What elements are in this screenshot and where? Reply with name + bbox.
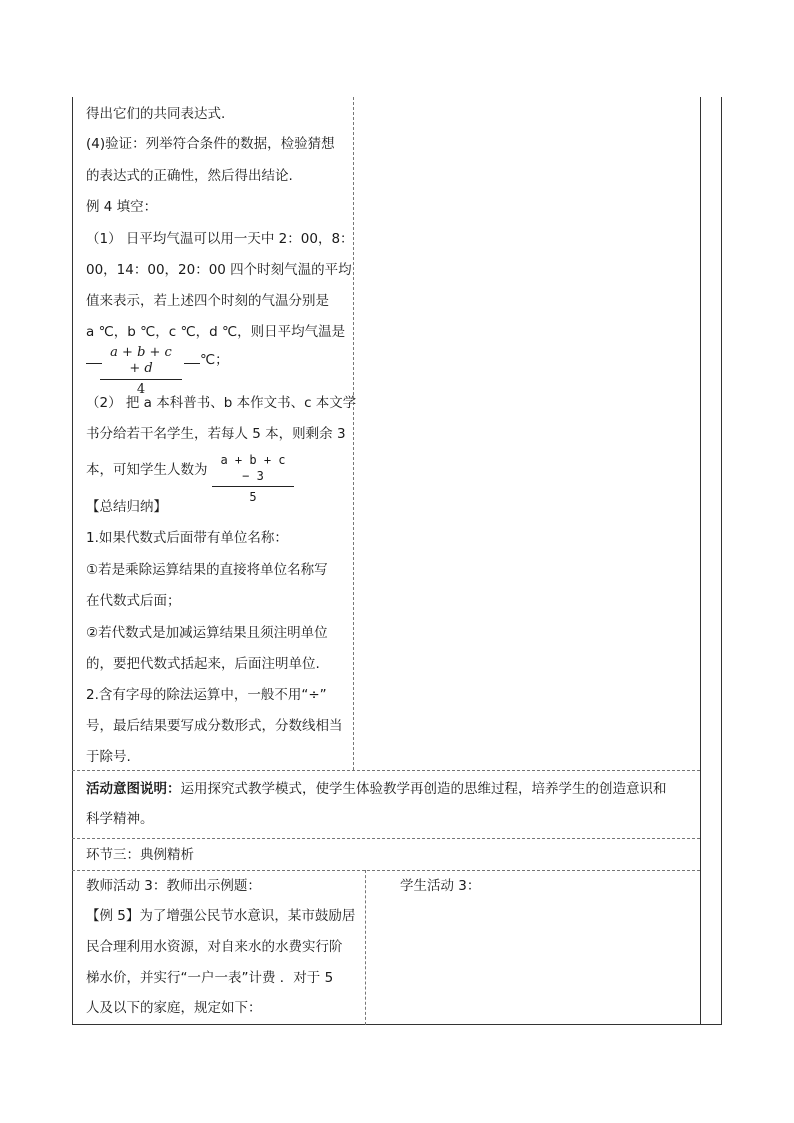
fraction-denominator: 5 bbox=[249, 490, 257, 504]
student-activity-label: 学生活动 3： bbox=[400, 878, 481, 894]
text-line: 得出它们的共同表达式. bbox=[86, 106, 226, 122]
text-line: 1.如果代数式后面带有单位名称： bbox=[86, 530, 288, 546]
text-line: 【例 5】为了增强公民节水意识，某市鼓励居 bbox=[86, 908, 356, 924]
row-divider-intent bbox=[72, 770, 700, 771]
text-line: 于除号. bbox=[86, 749, 131, 765]
fraction-answer-2 bbox=[212, 452, 294, 505]
column-divider-top bbox=[353, 97, 354, 770]
text-line: 民合理利用水资源，对自来水的水费实行阶 bbox=[86, 939, 343, 955]
fraction-numerator: a + b + c + d bbox=[110, 345, 172, 376]
fraction-bar bbox=[100, 379, 182, 380]
column-divider-bottom bbox=[365, 870, 366, 1025]
text-line: 人及以下的家庭，规定如下： bbox=[86, 1000, 262, 1016]
row-divider-stage3 bbox=[72, 838, 700, 839]
text-line: 在代数式后面； bbox=[86, 593, 181, 609]
intent-label: 活动意图说明： bbox=[86, 781, 181, 797]
text-line: （1） 日平均气温可以用一天中 2：00，8： bbox=[86, 231, 354, 247]
table-bottom-border bbox=[72, 1024, 722, 1025]
fraction-denominator: 4 bbox=[136, 382, 146, 397]
text-line: 值来表示，若上述四个时刻的气温分别是 bbox=[86, 293, 329, 309]
intent-line-2: 科学精神。 bbox=[86, 811, 154, 827]
intent-text: 运用探究式教学模式，使学生体验教学再创造的思维过程，培养学生的创造意识和 bbox=[180, 781, 667, 797]
teacher-activity-label: 教师活动 3：教师出示例题： bbox=[86, 878, 261, 894]
lesson-plan-table bbox=[72, 97, 722, 1025]
text-line: （2） 把 a 本科普书、b 本作文书、c 本文学 bbox=[86, 395, 357, 411]
row-divider-activities bbox=[72, 870, 700, 871]
text-line: 号，最后结果要写成分数形式，分数线相当 bbox=[86, 718, 343, 734]
intent-line bbox=[86, 780, 667, 798]
fraction-answer-1 bbox=[100, 345, 182, 398]
text-line: 梯水价，并实行“一户一表”计费 ．对于 5 bbox=[86, 970, 334, 986]
answer-unit: ℃； bbox=[184, 351, 229, 369]
table-right-border bbox=[700, 97, 701, 1025]
text-line: ①若是乘除运算结果的直接将单位名称写 bbox=[86, 562, 328, 578]
text-line: (4)验证：列举符合条件的数据，检验猜想 bbox=[86, 136, 335, 152]
text-line: 的，要把代数式括起来，后面注明单位. bbox=[86, 656, 320, 672]
table-outer-right-border bbox=[721, 97, 722, 1025]
text-line: a ℃，b ℃，c ℃，d ℃，则日平均气温是 bbox=[86, 324, 346, 340]
table-left-border bbox=[72, 97, 73, 1025]
fraction-bar bbox=[212, 486, 294, 487]
text-line: 2.含有字母的除法运算中，一般不用“÷” bbox=[86, 687, 327, 703]
text-line: 00，14：00，20：00 四个时刻气温的平均 bbox=[86, 262, 352, 278]
fraction-numerator: a + b + c − 3 bbox=[220, 453, 286, 483]
text-line: 本，可知学生人数为 bbox=[86, 462, 208, 478]
text-line: 的表达式的正确性，然后得出结论. bbox=[86, 168, 293, 184]
text-line: ②若代数式是加减运算结果且须注明单位 bbox=[86, 625, 328, 641]
text-line: 例 4 填空： bbox=[86, 199, 158, 215]
summary-heading: 【总结归纳】 bbox=[86, 499, 167, 515]
text-line: 书分给若干名学生，若每人 5 本，则剩余 3 bbox=[86, 426, 346, 442]
stage-title: 环节三：典例精析 bbox=[86, 847, 194, 863]
